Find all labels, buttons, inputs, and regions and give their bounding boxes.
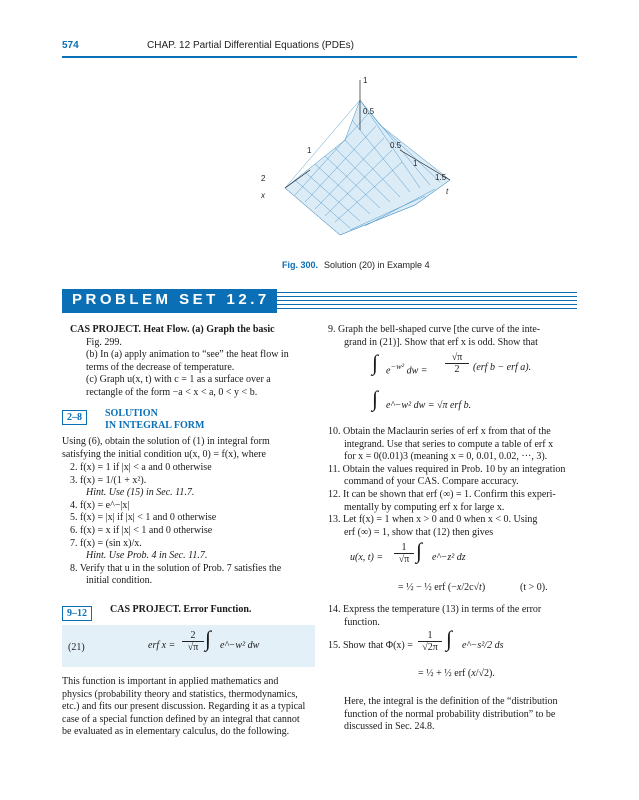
header-rule bbox=[62, 56, 577, 58]
problem-9 bbox=[328, 324, 578, 349]
p15-text-line3: discussed in Sec. 24.8. bbox=[344, 721, 435, 733]
problem-7-hint: Hint. Use Prob. 4 in Sec. 11.7. bbox=[86, 550, 208, 562]
p9-eq1-rhs: (erf b − erf a). bbox=[473, 362, 532, 373]
range-9-12: 9–12 bbox=[62, 606, 92, 621]
para-line2: physics (probability theory and statistics, thermodynamics, bbox=[62, 688, 298, 700]
p1-line-e: (c) Graph u(x, t) with c = 1 as a surface over a bbox=[86, 374, 271, 386]
p11-line1: 11. Obtain the values required in Prob. 10 by an integration bbox=[328, 463, 566, 475]
p1-line-a: CAS PROJECT. Heat Flow. (a) Graph the basic bbox=[70, 324, 275, 335]
p15-fraction: 1 √2π bbox=[418, 630, 442, 653]
p13-result: = ½ − ½ erf (−x/2c√t) bbox=[398, 582, 486, 593]
problem-set-banner bbox=[62, 289, 577, 315]
problem-7: 7. f(x) = (sin x)/x. bbox=[70, 537, 142, 549]
section-title-line2: IN INTEGRAL FORM bbox=[105, 420, 205, 431]
figure-caption-text: Solution (20) in Example 4 bbox=[324, 260, 430, 270]
p9-eq2: e^−w² dw = √π erf b. bbox=[386, 400, 472, 411]
para-line1: This function is important in applied mathematics and bbox=[62, 676, 279, 687]
p12-line1: 12. It can be shown that erf (∞) = 1. Confirm this experi- bbox=[328, 488, 556, 500]
erf-fraction: 2 √π bbox=[182, 630, 204, 653]
tick-z-1: 1 bbox=[363, 76, 368, 85]
problem-8-line1: 8. Verify that u in the solution of Prob. 7 satisfies the bbox=[70, 562, 282, 574]
p13-integrand: e^−z² dz bbox=[432, 552, 466, 563]
p9-line2: grand in (21)]. Show that erf x is odd. Show that bbox=[344, 336, 538, 348]
p10-line2: integrand. Use that series to compute a table of erf x bbox=[344, 438, 554, 450]
p15-result-erf: erf bbox=[454, 668, 466, 679]
problem-3-hint: Hint. Use (15) in Sec. 11.7. bbox=[86, 487, 195, 499]
erf-lhs: erf x = bbox=[148, 640, 176, 651]
intro-line2: satisfying the initial condition u(x, 0) = f(x), where bbox=[62, 448, 266, 460]
p13-fraction: 1 √π bbox=[394, 542, 414, 565]
p9-integral-1: ∫ bbox=[372, 350, 379, 375]
problem-6: 6. f(x) = x if |x| < 1 and 0 otherwise bbox=[70, 524, 213, 536]
problem-5: 5. f(x) = |x| if |x| < 1 and 0 otherwise bbox=[70, 512, 217, 524]
p15-lhs: 15. Show that Φ(x) = bbox=[328, 640, 413, 651]
p15-text-line1: Here, the integral is the definition of the “distribution bbox=[344, 696, 558, 707]
integral-sign: ∫ bbox=[205, 626, 212, 651]
p15-result: = ½ + ½ erf (x/√2). bbox=[418, 668, 495, 679]
p12-line2: mentally by computing erf x for large x. bbox=[344, 501, 505, 513]
problem-1 bbox=[70, 324, 315, 400]
chapter-title: CHAP. 12 Partial Differential Equations (PDEs) bbox=[147, 40, 354, 51]
p1-line-f: rectangle of the form −a < x < a, 0 < y < b. bbox=[86, 386, 258, 398]
p9-eq1-fraction: √π 2 bbox=[445, 352, 469, 375]
p15-explanation bbox=[344, 696, 580, 734]
axis-x-label: x bbox=[261, 191, 265, 200]
tick-x-1: 1 bbox=[307, 146, 312, 155]
tick-t-05: 0.5 bbox=[390, 141, 402, 150]
range-2-8: 2–8 bbox=[62, 410, 87, 425]
p13-condition: (t > 0). bbox=[520, 582, 548, 593]
problem-2: 2. f(x) = 1 if |x| < a and 0 otherwise bbox=[70, 462, 212, 473]
p14-line1: 14. Express the temperature (13) in terms of the error bbox=[328, 604, 542, 615]
section-solution-integral bbox=[105, 408, 204, 432]
surface-plot bbox=[250, 70, 480, 255]
para-line4: case of a special function defined by an integral that cannot bbox=[62, 713, 300, 725]
range-tag-9-12 bbox=[62, 603, 92, 621]
intro-line1: Using (6), obtain the solution of (1) in integral form bbox=[62, 436, 270, 447]
p10-line3: for x = 0(0.01)3 (meaning x = 0, 0.01, 0.02, ···, 3). bbox=[344, 451, 548, 463]
tick-x-2: 2 bbox=[261, 174, 266, 183]
problem-3: 3. f(x) = 1/(1 + x²). bbox=[70, 474, 147, 486]
p9-line1: 9. Graph the bell-shaped curve [the curve of the inte- bbox=[328, 324, 541, 335]
para-line5: be evaluated as in elementary calculus, do the following. bbox=[62, 726, 290, 738]
p15-integral: ∫ bbox=[446, 626, 453, 651]
tick-z-05: 0.5 bbox=[363, 107, 375, 116]
erf-rhs: e^−w² dw bbox=[220, 640, 260, 651]
p13-line2: erf (∞) = 1, show that (12) then gives bbox=[344, 526, 494, 538]
p15-text-line2: function of the normal probability distribution” to be bbox=[344, 708, 556, 720]
equation-number-21: (21) bbox=[68, 642, 85, 653]
p13-line1: 13. Let f(x) = 1 when x > 0 and 0 when x < 0. Using bbox=[328, 514, 538, 526]
section-title-line1: SOLUTION bbox=[105, 408, 158, 419]
p1-line-c: (b) In (a) apply animation to “see” the heat flow in bbox=[86, 349, 289, 361]
problem-set-title: PROBLEM SET 12.7 bbox=[72, 291, 270, 308]
cas-project-error-function: CAS PROJECT. Error Function. bbox=[110, 604, 252, 615]
para-line3: etc.) and fits our present discussion. Regarding it as a typical bbox=[62, 701, 306, 713]
p1-line-b: Fig. 299. bbox=[86, 336, 122, 348]
p13-lhs: u(x, t) = bbox=[350, 552, 384, 563]
problem-8-line2: initial condition. bbox=[86, 575, 153, 587]
figure-label: Fig. 300. bbox=[282, 260, 319, 270]
axis-t-label: t bbox=[446, 187, 449, 196]
p15-integrand: e^−s²/2 ds bbox=[462, 640, 504, 651]
p9-eq1-integrand: $e^{-w^2}$ dw = bbox=[386, 362, 428, 377]
p10-line1: 10. Obtain the Maclaurin series of erf x from that of the bbox=[328, 426, 551, 437]
p9-integral-2: ∫ bbox=[372, 386, 379, 411]
problems-2-8 bbox=[70, 462, 320, 588]
figure-caption bbox=[282, 260, 430, 270]
p14-line2: function. bbox=[344, 616, 380, 628]
tick-t-1: 1 bbox=[413, 159, 418, 168]
erf-paragraph bbox=[62, 676, 317, 739]
tick-t-15: 1.5 bbox=[435, 173, 447, 182]
p13-integral: ∫ bbox=[416, 538, 423, 563]
range-tag-2-8 bbox=[62, 407, 87, 425]
p1-line-d: terms of the decrease of temperature. bbox=[86, 361, 235, 373]
p13-result-erf: erf bbox=[434, 582, 446, 593]
problem-14 bbox=[328, 604, 580, 629]
page-number: 574 bbox=[62, 40, 79, 51]
p11-line2: command of your CAS. Compare accuracy. bbox=[344, 476, 519, 488]
problems-10-13 bbox=[328, 426, 580, 539]
problem-4: 4. f(x) = e^−|x| bbox=[70, 499, 130, 511]
intro-text bbox=[62, 436, 317, 461]
banner-stripes bbox=[277, 292, 577, 311]
